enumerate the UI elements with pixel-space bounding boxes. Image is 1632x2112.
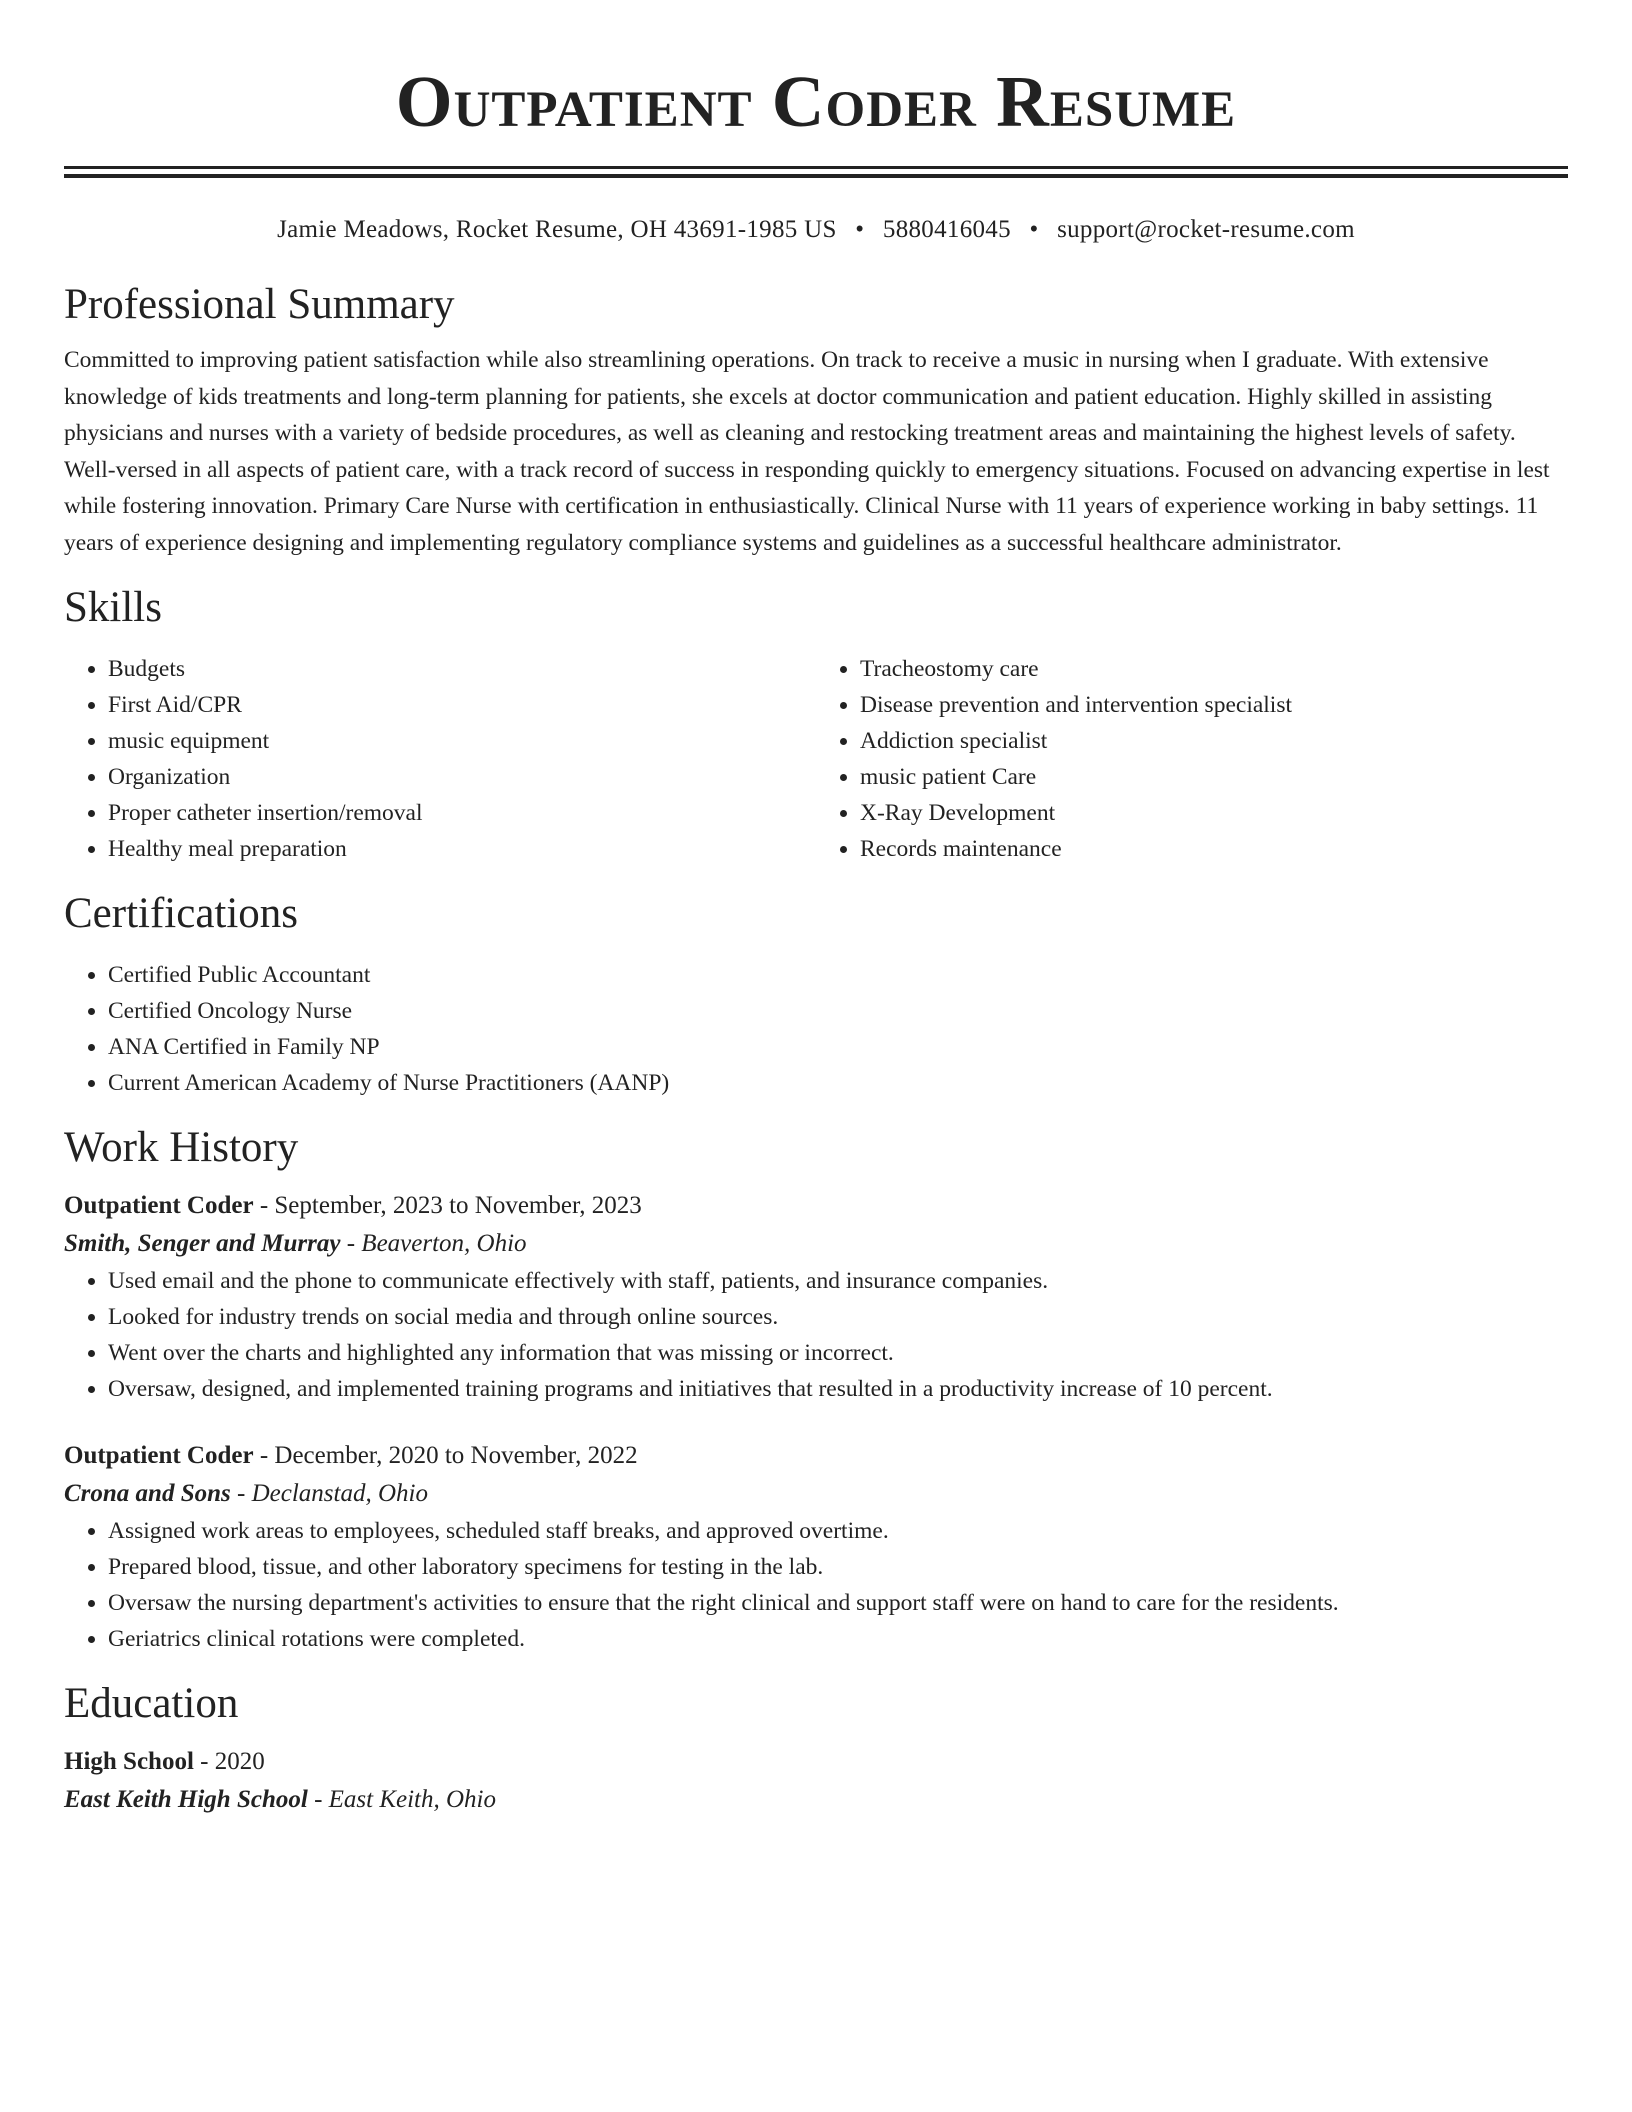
job-duty: • Looked for industry trends on social media and through online sources. <box>108 1299 1568 1335</box>
summary-section <box>64 280 1568 561</box>
job-title: Outpatient Coder <box>64 1192 254 1219</box>
certification-item: • Certified Public Accountant <box>108 957 1568 993</box>
job-duty: • Prepared blood, tissue, and other laboratory specimens for testing in the lab. <box>108 1549 1568 1585</box>
skill-item: • music equipment <box>108 723 816 759</box>
contact-line <box>64 214 1568 246</box>
skills-section <box>64 583 1568 867</box>
job-dash: - <box>253 1192 275 1219</box>
job-entry <box>64 1187 1568 1407</box>
skills-list-right <box>816 651 1568 867</box>
job-duties-list <box>64 1513 1568 1657</box>
education-school: East Keith High School <box>64 1786 308 1813</box>
contact-email: support@rocket-resume.com <box>1057 216 1355 243</box>
job-duty: • Oversaw, designed, and implemented training programs and initiatives that resulted in a productivity increase of 10 percent. <box>108 1371 1568 1407</box>
work-history-section <box>64 1123 1568 1657</box>
job-location: Declanstad, Ohio <box>251 1480 428 1507</box>
skill-item: • Records maintenance <box>860 831 1568 867</box>
job-dash: - <box>230 1480 252 1507</box>
job-title: Outpatient Coder <box>64 1442 254 1469</box>
certification-item: • ANA Certified in Family NP <box>108 1029 1568 1065</box>
skill-item: • Organization <box>108 759 816 795</box>
job-dates: December, 2020 to November, 2022 <box>274 1442 638 1469</box>
education-location: East Keith, Ohio <box>328 1786 496 1813</box>
education-dash: - <box>193 1748 215 1775</box>
job-duty: • Went over the charts and highlighted any information that was missing or incorrect. <box>108 1335 1568 1371</box>
job-company: Smith, Senger and Murray <box>64 1230 341 1257</box>
job-company: Crona and Sons <box>64 1480 231 1507</box>
education-degree-line <box>64 1743 1568 1781</box>
certifications-list <box>64 957 1568 1101</box>
education-heading: Education <box>64 1680 239 1727</box>
summary-text: Committed to improving patient satisfaction while also streamlining operations. On track to receive a music in nursing when I graduate. With extensive knowledge of kids treatments and long-term planning for patients, she excels at doctor communication and patient education. Highly skilled in assisting physicians and nurses with a variety of bedside procedures, as well as cleaning and restocking treatment areas and maintaining the highest levels of safety. Well-versed in all aspects of patient care, with a track record of success in responding quickly to emergency situations. Focused on advancing expertise in lest while fostering innovation. Primary Care Nurse with certification in enthusiastically. Clinical Nurse with 11 years of experience working in baby settings. 11 years of experience designing and implementing regulatory compliance systems and guidelines as a successful healthcare administrator. <box>64 347 1550 556</box>
job-duty: • Geriatrics clinical rotations were completed. <box>108 1621 1568 1657</box>
job-duty: • Assigned work areas to employees, scheduled staff breaks, and approved overtime. <box>108 1513 1568 1549</box>
job-dash: - <box>340 1230 362 1257</box>
skill-item: • Disease prevention and intervention specialist <box>860 687 1568 723</box>
education-school-line <box>64 1781 1568 1819</box>
skills-list-left <box>64 651 816 867</box>
job-dates: September, 2023 to November, 2023 <box>274 1192 642 1219</box>
job-duty: • Oversaw the nursing department's activities to ensure that the right clinical and support staff were on hand to care for the residents. <box>108 1585 1568 1621</box>
skill-item: • music patient Care <box>860 759 1568 795</box>
education-section <box>64 1679 1568 1819</box>
skill-item: • Tracheostomy care <box>860 651 1568 687</box>
job-entry <box>64 1437 1568 1657</box>
skill-item: • First Aid/CPR <box>108 687 816 723</box>
job-company-line <box>64 1475 1568 1513</box>
title-divider <box>64 166 1568 178</box>
education-degree: High School <box>64 1748 194 1775</box>
job-location: Beaverton, Ohio <box>361 1230 527 1257</box>
job-duties-list <box>64 1263 1568 1407</box>
contact-address: Jamie Meadows, Rocket Resume, OH 43691-1985 US <box>277 216 837 243</box>
job-company-line <box>64 1225 1568 1263</box>
skill-item: • Proper catheter insertion/removal <box>108 795 816 831</box>
summary-heading: Professional Summary <box>64 281 455 328</box>
certifications-section <box>64 889 1568 1101</box>
education-dash: - <box>307 1786 329 1813</box>
certifications-heading: Certifications <box>64 890 299 937</box>
job-duty: • Used email and the phone to communicate effectively with staff, patients, and insurance companies. <box>108 1263 1568 1299</box>
resume-title: Outpatient Coder Resume <box>395 61 1237 142</box>
skills-heading: Skills <box>64 584 162 631</box>
job-title-line <box>64 1437 1568 1475</box>
job-dash: - <box>253 1442 275 1469</box>
job-title-line <box>64 1187 1568 1225</box>
contact-phone: 5880416045 <box>882 216 1011 243</box>
skill-item: • Healthy meal preparation <box>108 831 816 867</box>
work-history-heading: Work History <box>64 1124 299 1171</box>
skills-grid <box>64 651 1568 867</box>
certification-item: • Current American Academy of Nurse Practitioners (AANP) <box>108 1065 1568 1101</box>
skill-item: • Budgets <box>108 651 816 687</box>
skill-item: • X-Ray Development <box>860 795 1568 831</box>
contact-separator: • <box>1029 216 1039 243</box>
education-year: 2020 <box>214 1748 265 1775</box>
contact-separator: • <box>855 216 865 243</box>
certification-item: • Certified Oncology Nurse <box>108 993 1568 1029</box>
skill-item: • Addiction specialist <box>860 723 1568 759</box>
